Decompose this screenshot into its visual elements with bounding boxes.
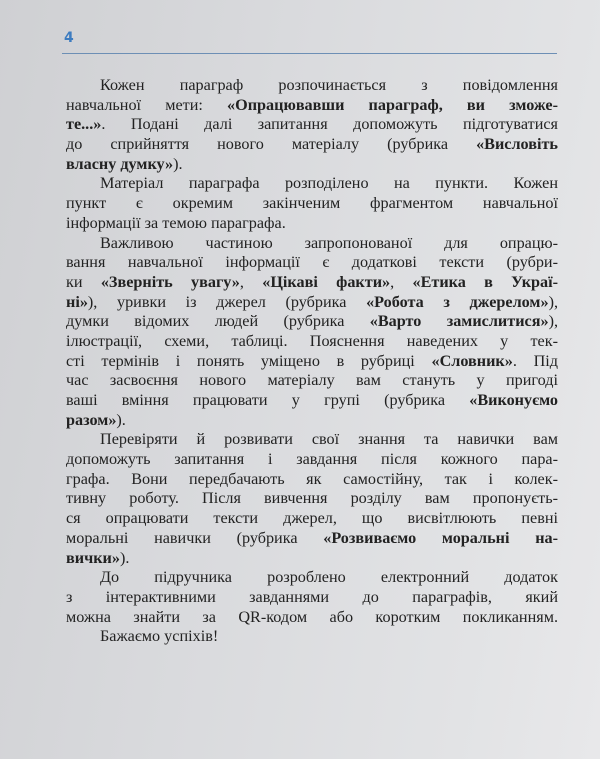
text-line xyxy=(66,293,558,313)
text-segment: до сприйняття нового матеріалу (рубрика xyxy=(66,135,477,154)
text-segment: ваші вміння працювати у групі (рубрика xyxy=(66,391,470,409)
rubric-name: «Зверніть увагу» xyxy=(100,272,240,291)
text-line xyxy=(66,371,558,391)
text-segment: ). xyxy=(119,548,130,567)
text-segment: допоможуть запитання і завдання після кожного пара- xyxy=(66,450,558,469)
text-segment: , xyxy=(239,272,263,291)
text-segment: До підручника розроблено електронний додаток xyxy=(100,568,558,587)
text-segment: з інтерактивними завданнями до параграфів, який xyxy=(66,587,558,606)
text-line xyxy=(66,549,558,569)
text-line xyxy=(66,627,558,647)
rubric-name: «Цікаві факти» xyxy=(262,272,391,291)
text-segment: вання навчальної інформації є додаткові тексти (рубри- xyxy=(66,253,558,272)
text-line xyxy=(66,194,558,214)
text-line xyxy=(66,391,558,411)
rubric-name: «Виконуємо xyxy=(469,391,558,409)
text-segment: Перевіряти й розвивати свої знання та навички вам xyxy=(100,430,558,449)
text-segment: можна знайти за QR-кодом або коротким покликанням. xyxy=(66,607,558,626)
rubric-name: «Робота з джерелом» xyxy=(366,292,549,311)
text-segment: тивну роботу. Після вивчення розділу вам пропонуєть- xyxy=(66,489,558,508)
text-line xyxy=(66,76,558,96)
text-segment: пункт є окремим закінченим фрагментом навчальної xyxy=(66,194,558,213)
text-segment: . Подані далі запитання допоможуть підготуватися xyxy=(101,115,558,134)
rubric-name: «Словник» xyxy=(431,351,513,370)
rubric-name: разом» xyxy=(66,410,117,429)
rubric-name: вички» xyxy=(66,548,120,567)
text-line xyxy=(66,234,558,254)
rubric-name: «Етика в Украї- xyxy=(412,272,558,291)
text-segment: ), xyxy=(548,292,558,311)
rubric-name: «Розвиваємо моральні на- xyxy=(323,528,558,547)
text-line xyxy=(66,608,558,628)
text-line xyxy=(66,529,558,549)
text-segment: Важливою частиною запропонованої для опрацю- xyxy=(100,233,558,252)
text-line xyxy=(66,430,558,450)
text-line xyxy=(66,470,558,490)
text-segment: інформації за темою параграфа. xyxy=(66,213,286,232)
text-segment: моральні навички (рубрика xyxy=(66,528,324,547)
text-line xyxy=(66,155,558,175)
rubric-name: «Варто замислитися» xyxy=(369,312,549,331)
text-line xyxy=(66,96,558,116)
rubric-name: ні» xyxy=(66,292,88,311)
text-segment: ки xyxy=(66,272,101,291)
text-line xyxy=(66,115,558,135)
header-rule xyxy=(62,53,557,54)
text-segment: ), уривки із джерел (рубрика xyxy=(87,292,367,311)
text-line xyxy=(66,214,558,234)
text-line xyxy=(66,489,558,509)
text-segment: . Під xyxy=(512,351,558,370)
text-line xyxy=(66,352,558,372)
text-segment: час засвоєння нового матеріалу вам стануть у пригоді xyxy=(66,371,558,390)
text-line xyxy=(66,411,558,431)
text-segment: Бажаємо успіхів! xyxy=(100,627,219,646)
text-segment: графа. Вони передбачають як самостійну, так і колек- xyxy=(66,469,558,488)
text-segment: ). xyxy=(116,410,126,429)
text-line xyxy=(66,135,558,155)
text-line xyxy=(66,588,558,608)
text-segment: думки відомих людей (рубрика xyxy=(66,312,370,331)
text-segment: ся опрацювати тексти джерел, що висвітлюють певні xyxy=(66,509,558,528)
body-text xyxy=(66,76,558,647)
text-segment: ). xyxy=(173,154,183,173)
page-number: 4 xyxy=(64,30,74,46)
text-line xyxy=(66,509,558,529)
text-line xyxy=(66,332,558,352)
text-segment: сті термінів і понять уміщено в рубриці xyxy=(66,351,432,370)
text-segment: ), xyxy=(548,312,558,331)
rubric-name: «Висловіть xyxy=(476,135,558,154)
text-line xyxy=(66,174,558,194)
text-line xyxy=(66,312,558,332)
text-segment: Кожен параграф розпочинається з повідомлення xyxy=(100,76,558,94)
text-segment: Матеріал параграфа розподілено на пункти. Кожен xyxy=(100,174,558,193)
text-line xyxy=(66,450,558,470)
text-line xyxy=(66,568,558,588)
text-segment: навчальної мети: xyxy=(66,95,228,114)
text-line xyxy=(66,273,558,293)
rubric-name: власну думку» xyxy=(66,154,174,173)
rubric-name: те...» xyxy=(66,115,102,134)
text-line xyxy=(66,253,558,273)
rubric-name: «Опрацювавши параграф, ви зможе- xyxy=(227,95,558,114)
text-segment: , xyxy=(390,272,413,291)
text-segment: ілюстрації, схеми, таблиці. Пояснення наведених у тек- xyxy=(66,331,558,350)
